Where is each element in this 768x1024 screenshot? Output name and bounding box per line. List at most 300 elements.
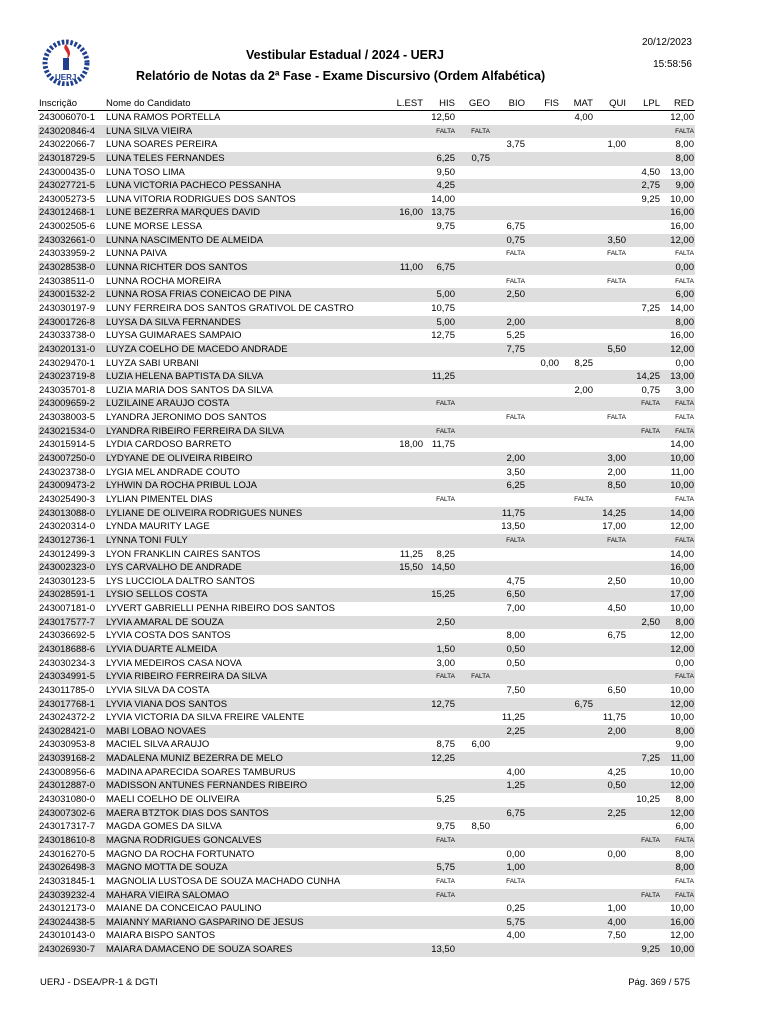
cell-nome: MAIANNY MARIANO GASPARINO DE JESUS xyxy=(106,916,304,928)
table-row xyxy=(38,902,695,916)
cell-inscricao: 243031845-1 xyxy=(39,875,95,887)
cell-bio: 2,00 xyxy=(506,316,525,328)
cell-inscricao: 243012173-0 xyxy=(39,903,95,915)
cell-bio: 4,00 xyxy=(506,766,525,778)
cell-red: 8,00 xyxy=(675,152,694,164)
cell-bio: 4,75 xyxy=(506,575,525,587)
table-row xyxy=(38,943,695,957)
cell-his: 8,75 xyxy=(436,739,455,751)
cell-his: FALTA xyxy=(436,427,455,435)
table-row xyxy=(38,588,695,602)
table-row xyxy=(38,875,695,889)
cell-red: 12,00 xyxy=(670,930,694,942)
cell-his: FALTA xyxy=(436,400,455,408)
cell-inscricao: 243010143-0 xyxy=(39,930,95,942)
cell-red: 12,00 xyxy=(670,112,694,123)
cell-his: 3,00 xyxy=(436,657,455,669)
cell-red: 14,00 xyxy=(670,302,694,314)
cell-bio: 0,50 xyxy=(506,643,525,655)
cell-red: 14,00 xyxy=(670,439,694,451)
cell-red: 12,00 xyxy=(670,643,694,655)
table-row xyxy=(38,152,695,166)
cell-nome: LUNY FERREIRA DOS SANTOS GRATIVOL DE CASTRO xyxy=(106,302,354,314)
cell-lest: 11,00 xyxy=(399,262,423,274)
cell-red: 0,00 xyxy=(675,657,694,669)
table-row xyxy=(38,602,695,616)
cell-nome: LUZIA HELENA BAPTISTA DA SILVA xyxy=(106,371,264,383)
cell-red: 8,00 xyxy=(675,139,694,151)
cell-inscricao: 243024372-2 xyxy=(39,712,95,724)
cell-nome: LUNNA PAIVA xyxy=(106,248,167,260)
cell-bio: 11,75 xyxy=(501,507,525,519)
cell-inscricao: 243036692-5 xyxy=(39,630,95,642)
col-qui: QUI xyxy=(609,98,626,109)
cell-mat: 6,75 xyxy=(574,698,593,710)
cell-geo: 6,00 xyxy=(471,739,490,751)
cell-red: 10,00 xyxy=(670,684,694,696)
col-geo: GEO xyxy=(468,98,490,109)
cell-inscricao: 243013088-0 xyxy=(39,507,95,519)
cell-nome: LYS CARVALHO DE ANDRADE xyxy=(106,562,242,574)
col-bio: BIO xyxy=(508,98,525,109)
table-row xyxy=(38,575,695,589)
cell-red: 8,00 xyxy=(675,794,694,806)
cell-his: FALTA xyxy=(436,495,455,503)
cell-bio: 2,25 xyxy=(506,725,525,737)
cell-mat: 4,00 xyxy=(574,112,593,123)
table-row xyxy=(38,288,695,302)
cell-qui: FALTA xyxy=(607,414,626,422)
cell-qui: 3,00 xyxy=(607,453,626,465)
cell-his: FALTA xyxy=(436,877,455,885)
table-row xyxy=(38,438,695,452)
cell-bio: FALTA xyxy=(506,877,525,885)
col-lest: L.EST xyxy=(396,98,423,109)
cell-inscricao: 243034991-5 xyxy=(39,671,95,683)
cell-nome: LYVIA AMARAL DE SOUZA xyxy=(106,616,224,628)
cell-qui: 2,00 xyxy=(607,466,626,478)
cell-bio: 0,75 xyxy=(506,234,525,246)
cell-red: 12,00 xyxy=(670,807,694,819)
cell-lest: 15,50 xyxy=(399,562,423,574)
cell-inscricao: 243030953-8 xyxy=(39,739,95,751)
cell-inscricao: 243009659-2 xyxy=(39,398,95,410)
cell-red: 8,00 xyxy=(675,862,694,874)
cell-nome: MABI LOBAO NOVAES xyxy=(106,725,207,737)
col-lpl: LPL xyxy=(643,98,660,109)
cell-inscricao: 243005273-5 xyxy=(39,193,95,205)
cell-his: 13,50 xyxy=(431,944,455,956)
cell-qui: 5,50 xyxy=(607,343,626,355)
page-number: Pág. 369 / 575 xyxy=(628,977,690,988)
cell-red: 16,00 xyxy=(670,207,694,219)
cell-red: 10,00 xyxy=(670,193,694,205)
cell-lpl: 7,25 xyxy=(641,302,660,314)
cell-qui: 2,25 xyxy=(607,807,626,819)
cell-his: 6,75 xyxy=(436,262,455,274)
table-row xyxy=(38,370,695,384)
cell-inscricao: 243006070-1 xyxy=(39,112,95,123)
cell-red: 13,00 xyxy=(670,166,694,178)
cell-red: FALTA xyxy=(675,836,694,844)
cell-his: FALTA xyxy=(436,127,455,135)
cell-nome: MAGNOLIA LUSTOSA DE SOUZA MACHADO CUNHA xyxy=(106,875,341,887)
cell-inscricao: 243012736-1 xyxy=(39,534,95,546)
cell-bio: FALTA xyxy=(506,536,525,544)
cell-red: FALTA xyxy=(675,400,694,408)
cell-lest: 18,00 xyxy=(399,439,423,451)
table-row xyxy=(38,111,695,125)
cell-bio: 6,75 xyxy=(506,807,525,819)
cell-inscricao: 243021534-0 xyxy=(39,425,95,437)
cell-inscricao: 243025490-3 xyxy=(39,493,95,505)
cell-nome: LYLIANE DE OLIVEIRA RODRIGUES NUNES xyxy=(106,507,303,519)
cell-lpl: 0,75 xyxy=(641,384,660,396)
cell-his: FALTA xyxy=(436,673,455,681)
cell-red: FALTA xyxy=(675,495,694,503)
table-body xyxy=(38,111,695,957)
cell-bio: 2,50 xyxy=(506,289,525,301)
cell-red: FALTA xyxy=(675,414,694,422)
cell-inscricao: 243033738-0 xyxy=(39,330,95,342)
table-row xyxy=(38,452,695,466)
cell-geo: FALTA xyxy=(471,127,490,135)
footer-org: UERJ - DSEA/PR-1 & DGTI xyxy=(40,977,158,988)
cell-bio: FALTA xyxy=(506,250,525,258)
cell-nome: MAGNA RODRIGUES GONCALVES xyxy=(106,834,262,846)
cell-inscricao: 243038511-0 xyxy=(39,275,95,287)
table-row xyxy=(38,479,695,493)
cell-red: 10,00 xyxy=(670,712,694,724)
cell-his: 2,50 xyxy=(436,616,455,628)
cell-inscricao: 243022066-7 xyxy=(39,139,95,151)
cell-nome: LUNA SILVA VIEIRA xyxy=(106,125,193,137)
cell-red: 3,00 xyxy=(675,384,694,396)
cell-inscricao: 243018729-5 xyxy=(39,152,95,164)
col-fis: FIS xyxy=(544,98,559,109)
cell-nome: LYVIA COSTA DOS SANTOS xyxy=(106,630,231,642)
cell-inscricao: 243028591-1 xyxy=(39,589,95,601)
cell-inscricao: 243017577-7 xyxy=(39,616,95,628)
cell-red: 12,00 xyxy=(670,234,694,246)
cell-nome: LYDYANE DE OLIVEIRA RIBEIRO xyxy=(106,453,253,465)
cell-inscricao: 243026498-3 xyxy=(39,862,95,874)
cell-qui: 2,00 xyxy=(607,725,626,737)
cell-red: 8,00 xyxy=(675,316,694,328)
table-row xyxy=(38,861,695,875)
cell-inscricao: 243028421-0 xyxy=(39,725,95,737)
cell-nome: LUYSA DA SILVA FERNANDES xyxy=(106,316,241,328)
cell-his: 12,75 xyxy=(431,330,455,342)
cell-red: 16,00 xyxy=(670,330,694,342)
cell-his: 9,75 xyxy=(436,221,455,233)
cell-inscricao: 243020846-4 xyxy=(39,125,95,137)
cell-bio: 0,25 xyxy=(506,903,525,915)
cell-inscricao: 243029470-1 xyxy=(39,357,95,369)
cell-geo: 0,75 xyxy=(471,152,490,164)
table-row xyxy=(38,848,695,862)
cell-nome: LUNNA NASCIMENTO DE ALMEIDA xyxy=(106,234,264,246)
cell-nome: LUYSA GUIMARAES SAMPAIO xyxy=(106,330,242,342)
table-row xyxy=(38,411,695,425)
cell-nome: LUNA VITORIA RODRIGUES DOS SANTOS xyxy=(106,193,296,205)
cell-inscricao: 243001532-2 xyxy=(39,289,95,301)
cell-nome: LYS LUCCIOLA DALTRO SANTOS xyxy=(106,575,255,587)
cell-bio: 7,75 xyxy=(506,343,525,355)
col-his: HIS xyxy=(439,98,455,109)
cell-nome: LYNNA TONI FULY xyxy=(106,534,188,546)
col-mat: MAT xyxy=(573,98,593,109)
cell-nome: LYANDRA RIBEIRO FERREIRA DA SILVA xyxy=(106,425,285,437)
cell-qui: FALTA xyxy=(607,250,626,258)
cell-his: 10,75 xyxy=(431,302,455,314)
table-row xyxy=(38,507,695,521)
cell-inscricao: 243020131-0 xyxy=(39,343,95,355)
cell-nome: MACIEL SILVA ARAUJO xyxy=(106,739,210,751)
cell-inscricao: 243020314-0 xyxy=(39,521,95,533)
cell-bio: 11,25 xyxy=(501,712,525,724)
cell-red: FALTA xyxy=(675,127,694,135)
cell-bio: 6,75 xyxy=(506,221,525,233)
table-row xyxy=(38,807,695,821)
cell-nome: MAIANE DA CONCEICAO PAULINO xyxy=(106,903,262,915)
cell-inscricao: 243007302-6 xyxy=(39,807,95,819)
table-row xyxy=(38,711,695,725)
cell-his: 9,75 xyxy=(436,821,455,833)
cell-qui: 2,50 xyxy=(607,575,626,587)
cell-his: 5,00 xyxy=(436,289,455,301)
cell-nome: LYGIA MEL ANDRADE COUTO xyxy=(106,466,240,478)
table-row xyxy=(38,302,695,316)
cell-bio: 1,25 xyxy=(506,780,525,792)
table-row xyxy=(38,793,695,807)
table-row xyxy=(38,548,695,562)
cell-red: 14,00 xyxy=(670,548,694,560)
report-date: 20/12/2023 xyxy=(641,37,692,48)
cell-red: 16,00 xyxy=(670,221,694,233)
cell-nome: LYVIA SILVA DA COSTA xyxy=(106,684,210,696)
cell-mat: FALTA xyxy=(574,495,593,503)
cell-inscricao: 243000435-0 xyxy=(39,166,95,178)
cell-nome: LUNA RAMOS PORTELLA xyxy=(106,112,221,123)
cell-his: 5,00 xyxy=(436,316,455,328)
cell-inscricao: 243023738-0 xyxy=(39,466,95,478)
cell-inscricao: 243027721-5 xyxy=(39,180,95,192)
cell-red: 6,00 xyxy=(675,289,694,301)
table-row xyxy=(38,125,695,139)
cell-inscricao: 243024438-5 xyxy=(39,916,95,928)
table-row xyxy=(38,657,695,671)
cell-nome: MADISSON ANTUNES FERNANDES RIBEIRO xyxy=(106,780,308,792)
cell-bio: FALTA xyxy=(506,277,525,285)
table-row xyxy=(38,616,695,630)
cell-nome: LYNDA MAURITY LAGE xyxy=(106,521,210,533)
table-row xyxy=(38,275,695,289)
report-subtitle: Relatório de Notas da 2ª Fase - Exame Discursivo (Ordem Alfabética) xyxy=(136,69,546,83)
cell-his: FALTA xyxy=(436,836,455,844)
cell-bio: FALTA xyxy=(506,414,525,422)
table-row xyxy=(38,206,695,220)
cell-nome: LUZILAINE ARAUJO COSTA xyxy=(106,398,230,410)
cell-inscricao: 243002505-6 xyxy=(39,221,95,233)
cell-inscricao: 243017768-1 xyxy=(39,698,95,710)
cell-nome: MAGNO MOTTA DE SOUZA xyxy=(106,862,228,874)
cell-nome: LYVERT GABRIELLI PENHA RIBEIRO DOS SANTOS xyxy=(106,603,335,615)
uerj-logo xyxy=(38,36,108,86)
cell-nome: LYSIO SELLOS COSTA xyxy=(106,589,208,601)
cell-his: 5,75 xyxy=(436,862,455,874)
table-row xyxy=(38,738,695,752)
table-row xyxy=(38,520,695,534)
cell-his: 13,75 xyxy=(431,207,455,219)
cell-his: 12,50 xyxy=(431,112,455,123)
cell-red: 12,00 xyxy=(670,698,694,710)
table-row xyxy=(38,425,695,439)
cell-his: 12,75 xyxy=(431,698,455,710)
cell-inscricao: 243030197-9 xyxy=(39,302,95,314)
cell-lpl: FALTA xyxy=(641,836,660,844)
cell-lest: 16,00 xyxy=(399,207,423,219)
cell-qui: 4,00 xyxy=(607,916,626,928)
table-row xyxy=(38,629,695,643)
cell-inscricao: 243030234-3 xyxy=(39,657,95,669)
cell-red: 9,00 xyxy=(675,180,694,192)
cell-inscricao: 243018610-8 xyxy=(39,834,95,846)
cell-his: 11,75 xyxy=(431,439,455,451)
cell-nome: MADINA APARECIDA SOARES TAMBURUS xyxy=(106,766,296,778)
table-row xyxy=(38,316,695,330)
cell-nome: LYVIA MEDEIROS CASA NOVA xyxy=(106,657,242,669)
cell-red: 12,00 xyxy=(670,343,694,355)
cell-nome: LUNE BEZERRA MARQUES DAVID xyxy=(106,207,260,219)
table-row xyxy=(38,916,695,930)
cell-nome: MAIARA BISPO SANTOS xyxy=(106,930,216,942)
cell-inscricao: 243011785-0 xyxy=(39,684,95,696)
cell-inscricao: 243030123-5 xyxy=(39,575,95,587)
cell-inscricao: 243026930-7 xyxy=(39,944,95,956)
table-row xyxy=(38,357,695,371)
cell-nome: MAHARA VIEIRA SALOMAO xyxy=(106,889,230,901)
cell-nome: LYVIA DUARTE ALMEIDA xyxy=(106,643,218,655)
cell-bio: 0,50 xyxy=(506,657,525,669)
cell-red: 12,00 xyxy=(670,521,694,533)
table-row xyxy=(38,466,695,480)
cell-nome: MAERA BTZTOK DIAS DOS SANTOS xyxy=(106,807,269,819)
report-title: Vestibular Estadual / 2024 - UERJ xyxy=(246,48,444,62)
report-time: 15:58:56 xyxy=(653,59,692,70)
table-row xyxy=(38,684,695,698)
cell-inscricao: 243039168-2 xyxy=(39,753,95,765)
cell-inscricao: 243018688-6 xyxy=(39,643,95,655)
cell-red: FALTA xyxy=(675,673,694,681)
cell-lpl: 2,75 xyxy=(641,180,660,192)
cell-red: 8,00 xyxy=(675,848,694,860)
table-row xyxy=(38,834,695,848)
cell-red: 10,00 xyxy=(670,944,694,956)
cell-nome: MAGNO DA ROCHA FORTUNATO xyxy=(106,848,255,860)
cell-red: 17,00 xyxy=(670,589,694,601)
cell-red: 11,00 xyxy=(670,466,694,478)
cell-qui: 6,75 xyxy=(607,630,626,642)
cell-bio: 1,00 xyxy=(506,862,525,874)
cell-nome: LYLIAN PIMENTEL DIAS xyxy=(106,493,213,505)
cell-nome: LYANDRA JERONIMO DOS SANTOS xyxy=(106,412,267,424)
table-row xyxy=(38,561,695,575)
cell-nome: LUNNA RICHTER DOS SANTOS xyxy=(106,262,248,274)
cell-bio: 4,00 xyxy=(506,930,525,942)
cell-his: FALTA xyxy=(436,891,455,899)
table-row xyxy=(38,234,695,248)
cell-red: 16,00 xyxy=(670,916,694,928)
table-row xyxy=(38,929,695,943)
cell-his: 11,25 xyxy=(431,371,455,383)
cell-inscricao: 243028538-0 xyxy=(39,262,95,274)
cell-lpl: 7,25 xyxy=(641,753,660,765)
cell-qui: 1,00 xyxy=(607,903,626,915)
cell-red: FALTA xyxy=(675,877,694,885)
cell-inscricao: 243023719-8 xyxy=(39,371,95,383)
table-row xyxy=(38,493,695,507)
cell-his: 6,25 xyxy=(436,152,455,164)
cell-qui: 0,50 xyxy=(607,780,626,792)
cell-nome: LUNE MORSE LESSA xyxy=(106,221,203,233)
cell-qui: 4,25 xyxy=(607,766,626,778)
cell-nome: LUNNA ROSA FRIAS CONEICAO DE PINA xyxy=(106,289,292,301)
cell-red: 10,00 xyxy=(670,575,694,587)
grades-table xyxy=(38,97,695,957)
cell-lpl: 2,50 xyxy=(641,616,660,628)
cell-lpl: 9,25 xyxy=(641,193,660,205)
cell-red: 0,00 xyxy=(675,357,694,369)
cell-bio: 6,25 xyxy=(506,480,525,492)
cell-red: FALTA xyxy=(675,891,694,899)
cell-nome: LUYZA COELHO DE MACEDO ANDRADE xyxy=(106,343,288,355)
cell-inscricao: 243001726-8 xyxy=(39,316,95,328)
cell-lpl: FALTA xyxy=(641,400,660,408)
cell-red: 10,00 xyxy=(670,453,694,465)
cell-fis: 0,00 xyxy=(540,357,559,369)
cell-his: 9,50 xyxy=(436,166,455,178)
table-row xyxy=(38,643,695,657)
table-row xyxy=(38,193,695,207)
cell-bio: 5,75 xyxy=(506,916,525,928)
cell-lpl: 10,25 xyxy=(636,794,660,806)
cell-qui: 3,50 xyxy=(607,234,626,246)
cell-qui: FALTA xyxy=(607,277,626,285)
cell-nome: LYHWIN DA ROCHA PRIBUL LOJA xyxy=(106,480,257,492)
cell-bio: 7,50 xyxy=(506,684,525,696)
cell-nome: LUNA VICTORIA PACHECO PESSANHA xyxy=(106,180,281,192)
cell-inscricao: 243002323-0 xyxy=(39,562,95,574)
cell-bio: 5,25 xyxy=(506,330,525,342)
cell-red: FALTA xyxy=(675,427,694,435)
cell-his: 12,25 xyxy=(431,753,455,765)
cell-inscricao: 243035701-8 xyxy=(39,384,95,396)
cell-red: 16,00 xyxy=(670,562,694,574)
cell-inscricao: 243015914-5 xyxy=(39,439,95,451)
table-row xyxy=(38,766,695,780)
table-row xyxy=(38,752,695,766)
cell-qui: 0,00 xyxy=(607,848,626,860)
cell-red: 13,00 xyxy=(670,371,694,383)
cell-his: 15,25 xyxy=(431,589,455,601)
cell-lpl: 9,25 xyxy=(641,944,660,956)
cell-red: FALTA xyxy=(675,250,694,258)
cell-nome: LYDIA CARDOSO BARRETO xyxy=(106,439,232,451)
table-row xyxy=(38,166,695,180)
cell-nome: LUNNA ROCHA MOREIRA xyxy=(106,275,222,287)
cell-qui: 17,00 xyxy=(602,521,626,533)
